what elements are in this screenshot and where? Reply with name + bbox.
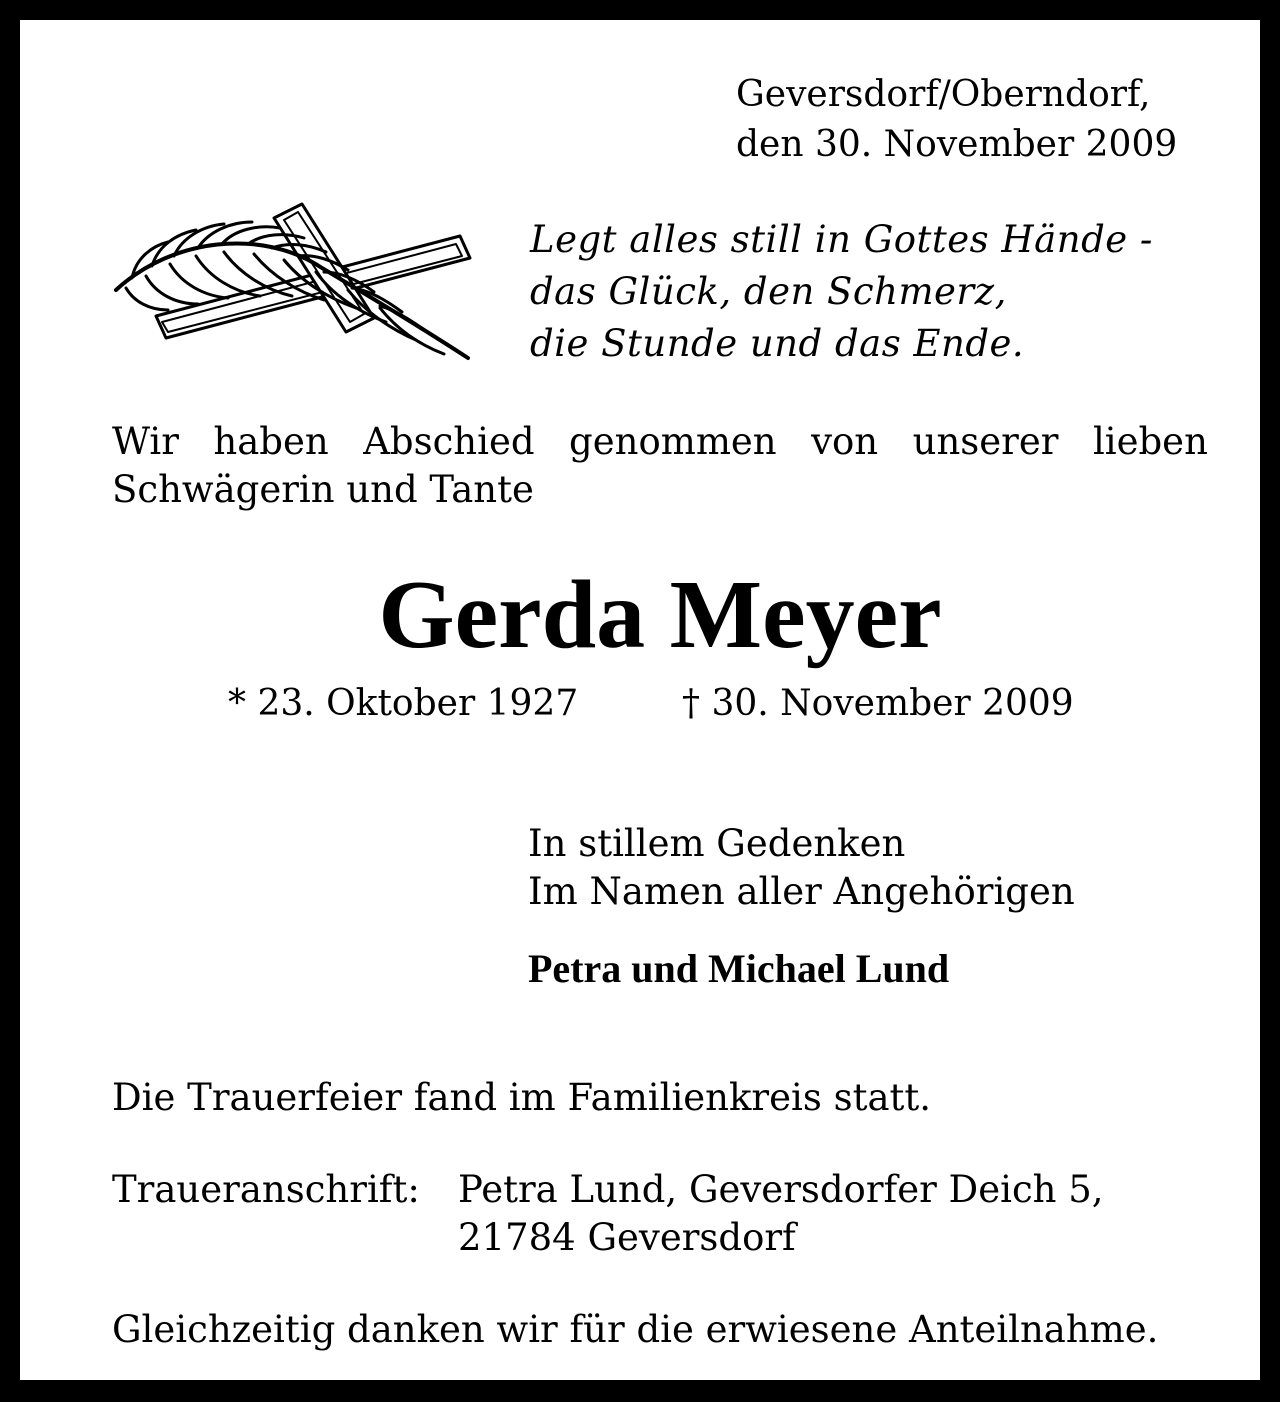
address-label: Traueranschrift: bbox=[112, 1168, 420, 1211]
signers: Petra und Michael Lund bbox=[528, 946, 950, 991]
address-line-2: 21784 Geversdorf bbox=[458, 1216, 796, 1259]
intro-word: Wir bbox=[112, 420, 179, 463]
intro-word: Abschied bbox=[363, 420, 535, 463]
cross-with-palm-frond-icon bbox=[112, 198, 478, 364]
address bbox=[458, 1166, 1104, 1262]
ceremony-note: Die Trauerfeier fand im Familienkreis statt. bbox=[112, 1076, 932, 1119]
intro-word: von bbox=[811, 420, 879, 463]
verse-line-1: Legt alles still in Gottes Hände - bbox=[530, 218, 1153, 261]
place-line: Geversdorf/Oberndorf, bbox=[736, 74, 1151, 115]
intro-text bbox=[112, 418, 1208, 514]
intro-word: unserer bbox=[912, 420, 1059, 463]
memorial-line-1: In stillem Gedenken bbox=[528, 822, 906, 865]
verse-line-3: die Stunde und das Ende. bbox=[530, 322, 1025, 365]
birth-date: * 23. Oktober 1927 bbox=[228, 683, 579, 724]
intro-word: haben bbox=[213, 420, 329, 463]
death-date: † 30. November 2009 bbox=[682, 683, 1074, 724]
intro-line-1 bbox=[112, 418, 1208, 466]
verse bbox=[530, 214, 1153, 370]
intro-line-2: Schwägerin und Tante bbox=[112, 468, 534, 511]
place-and-date bbox=[736, 70, 1177, 170]
date-line: den 30. November 2009 bbox=[736, 124, 1178, 165]
memorial-line-2: Im Namen aller Angehörigen bbox=[528, 870, 1075, 913]
verse-line-2: das Glück, den Schmerz, bbox=[530, 270, 1007, 313]
intro-word: genommen bbox=[569, 420, 777, 463]
memorial-text bbox=[528, 820, 1075, 916]
intro-word: lieben bbox=[1092, 420, 1208, 463]
address-line-1: Petra Lund, Geversdorfer Deich 5, bbox=[458, 1168, 1104, 1211]
deceased-name: Gerda Meyer bbox=[378, 561, 942, 669]
thanks-note: Gleichzeitig danken wir für die erwiesene Anteilnahme. bbox=[112, 1308, 1159, 1351]
